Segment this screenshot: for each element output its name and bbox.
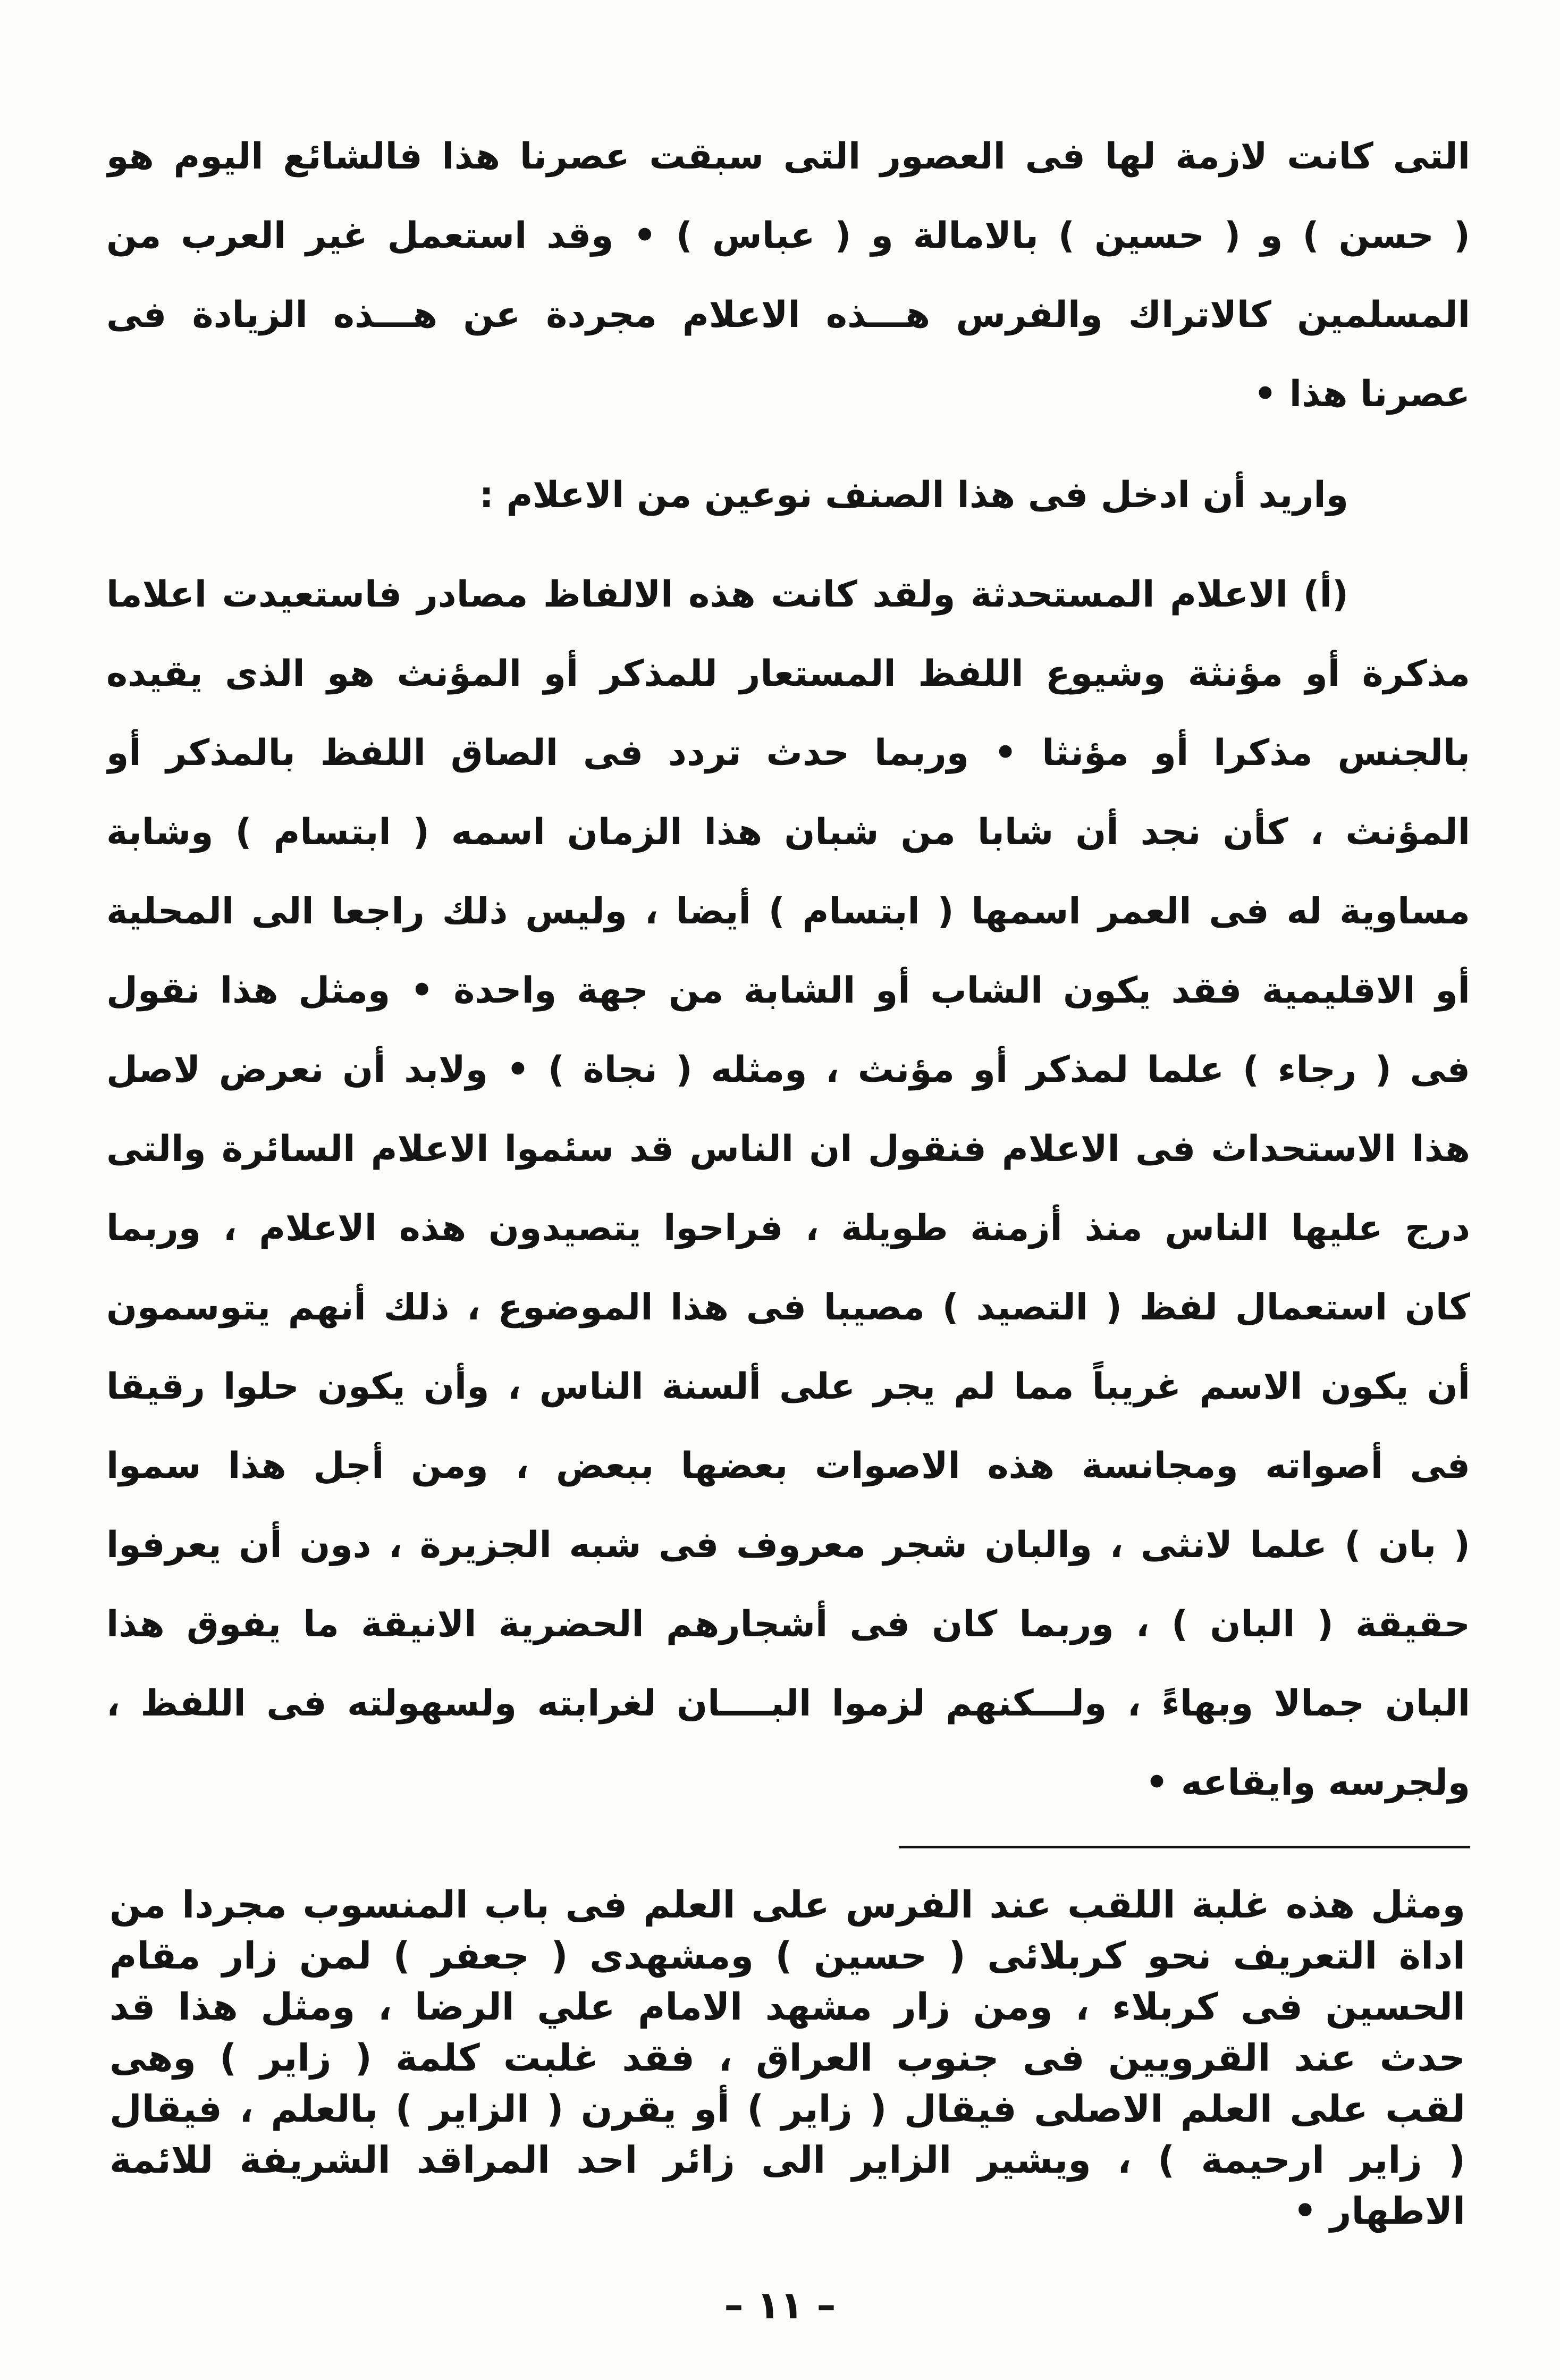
body-line: كان استعمال لفظ ( التصيد ) مصيبا فى هذا الموضوع ، ذلك أنهم يتوسمون	[106, 1286, 1470, 1328]
footnote-line: الحسين فى كربلاء ، ومن زار مشهد الامام علي الرضا ، ومثل هذا قد	[109, 1985, 1465, 2029]
body-line: هذا الاستحداث فى الاعلام فنقول ان الناس قد سئموا الاعلام السائرة والتى	[106, 1128, 1470, 1170]
body-line: فى أصواته ومجانسة هذه الاصوات بعضها ببعض ، ومن أجل هذا سموا	[106, 1445, 1470, 1487]
body-line: درج عليها الناس منذ أزمنة طويلة ، فراحوا يتصيدون هذه الاعلام ، وربما	[106, 1207, 1470, 1249]
footnote-line: الاطهار •	[1293, 2189, 1465, 2233]
body-line: البان جمالا وبهاءً ، ولـــكنهم لزموا البــــان لغرابته ولسهولته فى اللفظ ،	[106, 1683, 1470, 1725]
main-text	[106, 117, 1470, 1822]
body-line: حقيقة ( البان ) ، وربما كان فى أشجارهم الحضرية الانيقة ما يفوق هذا	[106, 1603, 1470, 1645]
footnote-line: ( زاير ارحيمة ) ، ويشير الزاير الى زائر احد المراقد الشريفة للائمة	[109, 2138, 1465, 2182]
page-number: – ١١ –	[724, 2283, 836, 2327]
footnote-line: حدث عند القرويين فى جنوب العراق ، فقد غلبت كلمة ( زاير ) وهى	[109, 2036, 1465, 2080]
body-line: واريد أن ادخل فى هذا الصنف نوعين من الاعلام :	[479, 474, 1348, 516]
footnotes	[109, 1879, 1465, 2236]
body-line: مساوية له فى العمر اسمها ( ابتسام ) أيضا ، وليس ذلك راجعا الى المحلية	[106, 890, 1470, 932]
footnote-line: اداة التعريف نحو كربلائى ( حسين ) ومشهدى ( جعفر ) لمن زار مقام	[109, 1934, 1465, 1978]
body-line: بالجنس مذكرا أو مؤنثا • وربما حدث تردد فى الصاق اللفظ بالمذكر أو	[106, 732, 1470, 774]
body-line: عصرنا هذا •	[1253, 373, 1470, 415]
body-line: فى ( رجاء ) علما لمذكر أو مؤنث ، ومثله ( نجاة ) • ولابد أن نعرض لاصل	[106, 1049, 1470, 1091]
body-line: التى كانت لازمة لها فى العصور التى سبقت عصرنا هذا فالشائع اليوم هو	[106, 136, 1470, 178]
footnote-line: لقب على العلم الاصلى فيقال ( زاير ) أو يقرن ( الزاير ) بالعلم ، فيقال	[109, 2087, 1465, 2131]
body-line: المسلمين كالاتراك والفرس هـــذه الاعلام مجردة عن هـــذه الزيادة فى	[106, 294, 1470, 336]
body-line: المؤنث ، كأن نجد أن شابا من شبان هذا الزمان اسمه ( ابتسام ) وشابة	[106, 811, 1470, 853]
body-line: أن يكون الاسم غريباً مما لم يجر على ألسنة الناس ، وأن يكون حلوا رقيقا	[106, 1366, 1470, 1408]
body-line: (أ) الاعلام المستحدثة ولقد كانت هذه الالفاظ مصادر فاستعيدت اعلاما	[106, 574, 1348, 616]
footnote-divider	[899, 1846, 1470, 1848]
footnote-line: ومثل هذه غلبة اللقب عند الفرس على العلم فى باب المنسوب مجردا من	[109, 1883, 1465, 1927]
body-line: أو الاقليمية فقد يكون الشاب أو الشابة من جهة واحدة • ومثل هذا نقول	[106, 970, 1470, 1012]
body-line: مذكرة أو مؤنثة وشيوع اللفظ المستعار للمذكر أو المؤنث هو الذى يقيده	[106, 653, 1470, 695]
body-line: ولجرسه وايقاعه •	[1145, 1762, 1470, 1804]
body-line: ( بان ) علما لانثى ، والبان شجر معروف فى شبه الجزيرة ، دون أن يعرفوا	[106, 1524, 1470, 1566]
body-line: ( حسن ) و ( حسين ) بالامالة و ( عباس ) • وقد استعمل غير العرب من	[106, 215, 1470, 257]
